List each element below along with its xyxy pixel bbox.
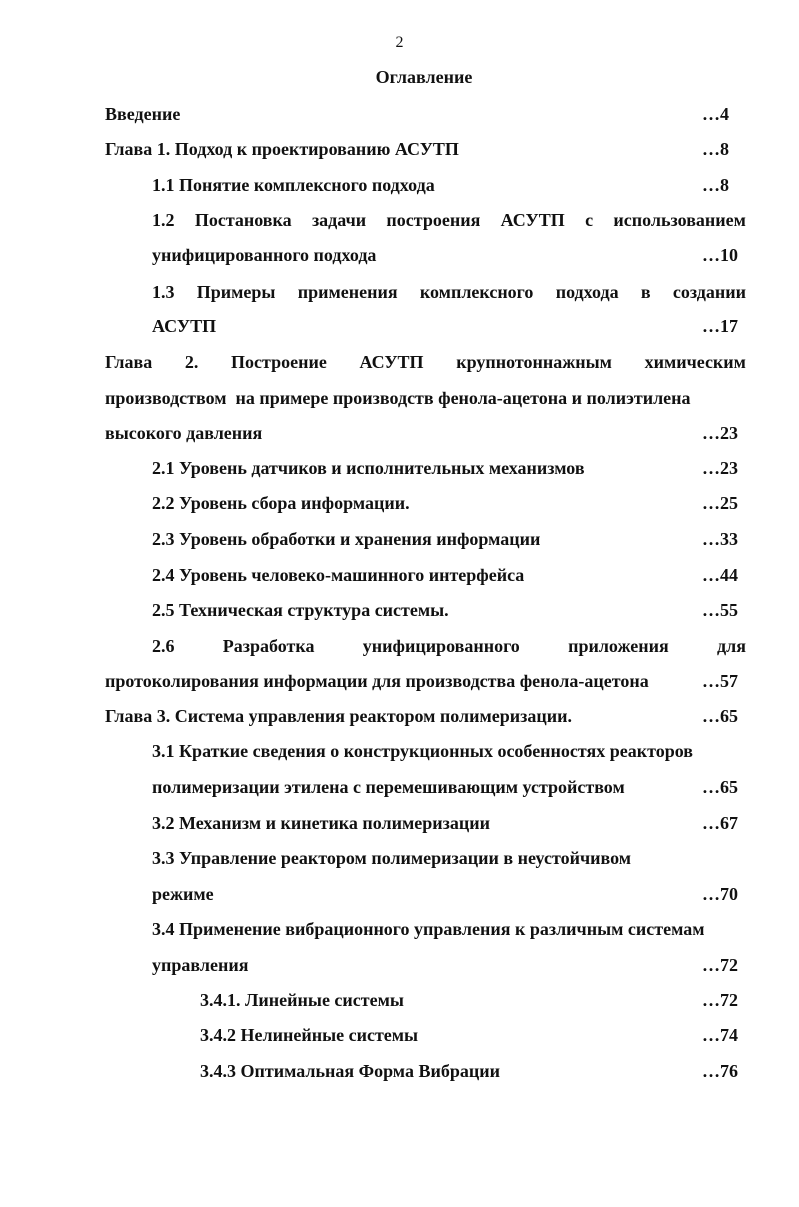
toc-entry-1-2-line1[interactable] — [152, 207, 746, 233]
word: приложения — [568, 636, 669, 656]
word: 2. — [184, 352, 199, 372]
toc-page-3-2: …67 — [702, 813, 738, 833]
word: крупнотоннажным — [456, 352, 612, 372]
word: построения — [386, 210, 481, 230]
toc-page-1-3: …17 — [702, 316, 738, 336]
toc-entry-3-4-1[interactable]: 3.4.1. Линейные системы — [200, 990, 404, 1010]
toc-entry-1-3-line2[interactable]: АСУТП — [152, 316, 217, 336]
toc-page-3-4-3: …76 — [702, 1061, 738, 1081]
toc-entry-intro[interactable]: Введение — [105, 104, 181, 124]
toc-page-3-1: …65 — [702, 777, 738, 797]
word: применения — [297, 282, 398, 302]
toc-entry-1-1[interactable]: 1.1 Понятие комплексного подхода — [152, 175, 435, 195]
toc-entry-2-6-line2[interactable]: протоколирования информации для производства фенола-ацетона — [105, 671, 649, 691]
toc-entry-3-1-line1[interactable]: 3.1 Краткие сведения о конструкционных особенностях реакторов — [152, 741, 694, 761]
toc-page-1-2: …10 — [702, 245, 738, 265]
toc-entry-3-4-3[interactable]: 3.4.3 Оптимальная Форма Вибрации — [200, 1061, 500, 1081]
toc-entry-chapter-2-line2[interactable]: производством на примере производств фенола-ацетона и полиэтилена — [105, 388, 691, 408]
toc-entry-3-4-line2[interactable]: управления — [152, 955, 249, 975]
page-number: 2 — [395, 34, 404, 51]
word: Примеры — [196, 282, 276, 302]
word: комплексного — [419, 282, 534, 302]
toc-page-2-2: …25 — [702, 493, 738, 513]
toc-page-3-4-1: …72 — [702, 990, 738, 1010]
toc-entry-2-2[interactable]: 2.2 Уровень сбора информации. — [152, 493, 410, 513]
word: использованием — [613, 210, 746, 230]
toc-entry-3-2[interactable]: 3.2 Механизм и кинетика полимеризации — [152, 813, 490, 833]
toc-entry-chapter-2-line3[interactable]: высокого давления — [105, 423, 263, 443]
toc-entry-chapter-2-line1[interactable] — [105, 349, 746, 375]
toc-page-chapter-3: …65 — [702, 706, 738, 726]
toc-entry-2-4[interactable]: 2.4 Уровень человеко-машинного интерфейса — [152, 565, 525, 585]
word: АСУТП — [359, 352, 424, 372]
toc-entry-3-3-line2[interactable]: режиме — [152, 884, 214, 904]
toc-page-2-5: …55 — [702, 600, 738, 620]
word: задачи — [311, 210, 367, 230]
word: Постановка — [194, 210, 292, 230]
word: создании — [672, 282, 746, 302]
toc-page-chapter-1: …8 — [702, 139, 729, 159]
word: АСУТП — [500, 210, 565, 230]
toc-page-3-4: …72 — [702, 955, 738, 975]
toc-entry-3-4-2[interactable]: 3.4.2 Нелинейные системы — [200, 1025, 419, 1045]
toc-page-intro: …4 — [702, 104, 729, 124]
toc-entry-2-6-line1[interactable] — [152, 633, 746, 659]
toc-page-3-3: …70 — [702, 884, 738, 904]
word: Разработка — [222, 636, 315, 656]
word: с — [585, 210, 594, 230]
word: 1.2 — [152, 210, 175, 230]
toc-entry-3-1-line2[interactable]: полимеризации этилена с перемешивающим устройством — [152, 777, 625, 797]
word: 2.6 — [152, 636, 175, 656]
toc-entry-chapter-1[interactable]: Глава 1. Подход к проектированию АСУТП — [105, 139, 459, 159]
word: Глава — [105, 352, 153, 372]
word: 1.3 — [152, 282, 175, 302]
toc-entry-2-5[interactable]: 2.5 Техническая структура системы. — [152, 600, 449, 620]
toc-page-2-1: …23 — [702, 458, 738, 478]
toc-page-2-4: …44 — [702, 565, 738, 585]
word: для — [717, 636, 746, 656]
toc-page-3-4-2: …74 — [702, 1025, 738, 1045]
toc-entry-1-2-line2[interactable]: унифицированного подхода — [152, 245, 377, 265]
toc-entry-1-3-line1[interactable] — [152, 279, 746, 305]
toc-page-2-3: …33 — [702, 529, 738, 549]
toc-page-2-6: …57 — [702, 671, 738, 691]
toc-entry-2-1[interactable]: 2.1 Уровень датчиков и исполнительных механизмов — [152, 458, 585, 478]
word: унифицированного — [362, 636, 520, 656]
toc-entry-chapter-3[interactable]: Глава 3. Система управления реактором полимеризации. — [105, 706, 572, 726]
toc-entry-2-3[interactable]: 2.3 Уровень обработки и хранения информации — [152, 529, 541, 549]
word: химическим — [644, 352, 746, 372]
toc-title: Оглавление — [375, 67, 473, 87]
toc-entry-3-3-line1[interactable]: 3.3 Управление реактором полимеризации в неустойчивом — [152, 848, 631, 868]
word: в — [640, 282, 651, 302]
toc-page-1-1: …8 — [702, 175, 729, 195]
toc-page-chapter-2: …23 — [702, 423, 738, 443]
word: подхода — [555, 282, 619, 302]
toc-entry-3-4-line1[interactable]: 3.4 Применение вибрационного управления к различным системам — [152, 919, 705, 939]
word: Построение — [231, 352, 327, 372]
